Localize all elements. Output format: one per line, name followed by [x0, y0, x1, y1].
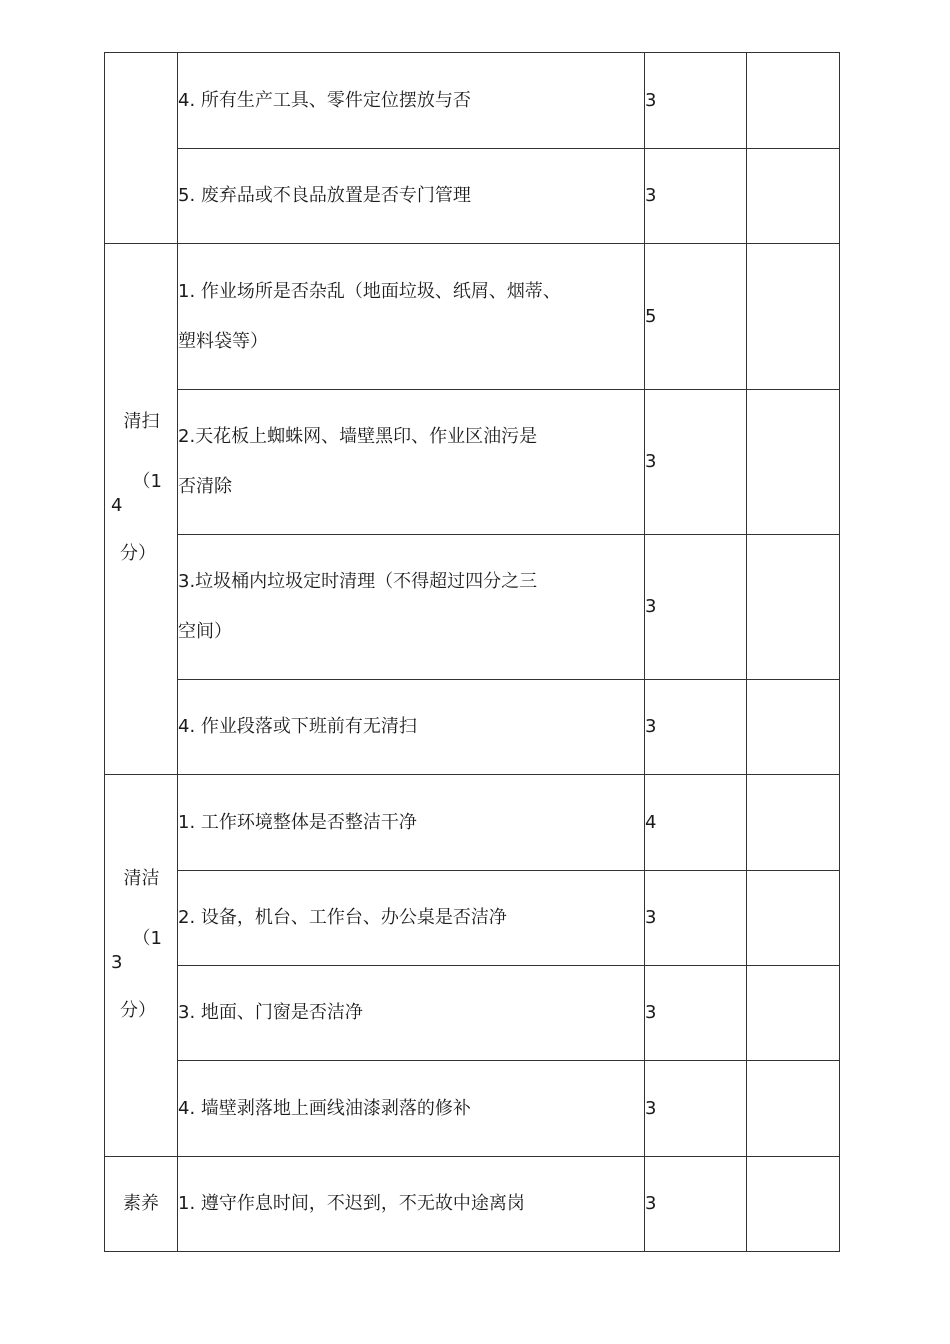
category-cell-clean	[105, 775, 178, 1157]
result-cell[interactable]	[747, 680, 840, 775]
table-row	[105, 680, 840, 775]
category-cell-continued	[105, 53, 178, 244]
result-cell[interactable]	[747, 149, 840, 244]
result-cell[interactable]	[747, 1157, 840, 1252]
category-points-digit: 4	[111, 495, 123, 516]
table-row	[105, 966, 840, 1061]
result-cell[interactable]	[747, 966, 840, 1061]
result-cell[interactable]	[747, 535, 840, 680]
score-cell: 3	[645, 149, 747, 244]
item-line: 2.天花板上蜘蛛网、墙壁黑印、作业区油污是	[178, 426, 538, 447]
item-cell: 4. 作业段落或下班前有无清扫	[178, 680, 645, 775]
item-line: 空间）	[178, 621, 232, 642]
score-cell: 3	[645, 871, 747, 966]
category-points-close: 分）	[120, 999, 156, 1021]
category-points-open: （1	[132, 927, 162, 949]
table-row	[105, 1157, 840, 1252]
item-cell: 1. 工作环境整体是否整洁干净	[178, 775, 645, 871]
item-cell	[178, 535, 645, 680]
item-cell: 5. 废弃品或不良品放置是否专门管理	[178, 149, 645, 244]
score-cell: 3	[645, 390, 747, 535]
score-cell: 3	[645, 966, 747, 1061]
category-points-digit: 3	[111, 951, 123, 973]
score-cell: 3	[645, 1061, 747, 1157]
table-row	[105, 244, 840, 390]
table-row	[105, 775, 840, 871]
item-cell: 1. 遵守作息时间，不迟到，不无故中途离岗	[178, 1157, 645, 1252]
item-cell	[178, 244, 645, 390]
item-cell: 2. 设备，机台、工作台、办公桌是否洁净	[178, 871, 645, 966]
category-points-open: （1	[132, 471, 162, 492]
score-cell: 4	[645, 775, 747, 871]
item-cell: 4. 所有生产工具、零件定位摆放与否	[178, 53, 645, 149]
item-cell: 4. 墙壁剥落地上画线油漆剥落的修补	[178, 1061, 645, 1157]
item-cell: 3. 地面、门窗是否洁净	[178, 966, 645, 1061]
result-cell[interactable]	[747, 244, 840, 390]
table-row	[105, 1061, 840, 1157]
category-cell-literacy: 素养	[105, 1157, 178, 1252]
category-name: 清洁	[123, 867, 160, 889]
score-cell: 3	[645, 535, 747, 680]
result-cell[interactable]	[747, 871, 840, 966]
item-line: 塑料袋等）	[178, 330, 268, 352]
score-cell: 3	[645, 1157, 747, 1252]
table-row	[105, 871, 840, 966]
table-row	[105, 149, 840, 244]
inspection-table	[104, 52, 840, 1252]
item-cell	[178, 390, 645, 535]
result-cell[interactable]	[747, 390, 840, 535]
category-cell-sweep	[105, 244, 178, 775]
table-row	[105, 535, 840, 680]
result-cell[interactable]	[747, 775, 840, 871]
category-points-close: 分）	[120, 543, 156, 564]
item-line: 否清除	[178, 476, 232, 497]
score-cell: 3	[645, 680, 747, 775]
item-line: 3.垃圾桶内垃圾定时清理（不得超过四分之三	[178, 571, 538, 592]
table-row	[105, 53, 840, 149]
category-name: 清扫	[123, 411, 160, 432]
item-line: 1. 作业场所是否杂乱（地面垃圾、纸屑、烟蒂、	[178, 280, 561, 302]
result-cell[interactable]	[747, 1061, 840, 1157]
table-row	[105, 390, 840, 535]
result-cell[interactable]	[747, 53, 840, 149]
score-cell: 5	[645, 244, 747, 390]
score-cell: 3	[645, 53, 747, 149]
